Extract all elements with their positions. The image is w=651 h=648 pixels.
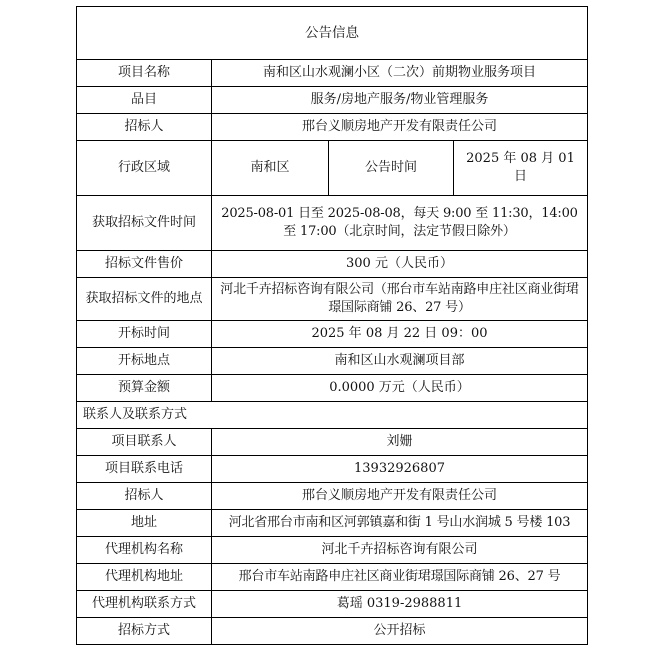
open-time-value: 2025 年 08 月 22 日 09：00: [212, 321, 588, 348]
agency-address-label: 代理机构地址: [77, 564, 212, 591]
table-row: [77, 321, 588, 348]
table-row: [77, 87, 588, 114]
title-row: [77, 7, 588, 60]
publish-time-label: 公告时间: [329, 141, 454, 196]
announcement-document: [76, 6, 587, 645]
table-row: [77, 618, 588, 645]
publish-time-value: 2025 年 08 月 01 日: [454, 141, 588, 196]
address-label: 地址: [77, 510, 212, 537]
table-row: [77, 483, 588, 510]
table-row: [77, 141, 588, 196]
project-phone-label: 项目联系电话: [77, 456, 212, 483]
table-row: [77, 429, 588, 456]
method-label: 招标方式: [77, 618, 212, 645]
contact-section-heading: 联系人及联系方式: [77, 402, 588, 429]
tenderer-value: 邢台义顺房地产开发有限责任公司: [212, 114, 588, 141]
open-place-label: 开标地点: [77, 348, 212, 375]
project-name-value: 南和区山水观澜小区（二次）前期物业服务项目: [212, 60, 588, 87]
budget-value: 0.0000 万元（人民币）: [212, 375, 588, 402]
table-row: [77, 564, 588, 591]
category-value: 服务/房地产服务/物业管理服务: [212, 87, 588, 114]
agency-name-label: 代理机构名称: [77, 537, 212, 564]
table-row: [77, 537, 588, 564]
doc-time-label: 获取招标文件时间: [77, 196, 212, 251]
doc-price-value: 300 元（人民币）: [212, 251, 588, 278]
doc-place-value: 河北千卉招标咨询有限公司（邢台市车站南路申庄社区商业街珺璟国际商铺 26、27 号）: [212, 278, 588, 321]
table-row: [77, 114, 588, 141]
project-contact-value: 刘姗: [212, 429, 588, 456]
contact-section-row: [77, 402, 588, 429]
table-row: [77, 278, 588, 321]
agency-address-value: 邢台市车站南路申庄社区商业街珺璟国际商铺 26、27 号: [212, 564, 588, 591]
table-row: [77, 510, 588, 537]
table-row: [77, 348, 588, 375]
table-row: [77, 60, 588, 87]
address-value: 河北省邢台市南和区河郭镇嘉和街 1 号山水润城 5 号楼 103: [212, 510, 588, 537]
table-row: [77, 251, 588, 278]
doc-place-label: 获取招标文件的地点: [77, 278, 212, 321]
announcement-table: [76, 6, 588, 645]
project-phone-value: 13932926807: [212, 456, 588, 483]
project-name-label: 项目名称: [77, 60, 212, 87]
table-row: [77, 375, 588, 402]
region-value: 南和区: [212, 141, 329, 196]
contact-tenderer-label: 招标人: [77, 483, 212, 510]
budget-label: 预算金额: [77, 375, 212, 402]
agency-name-value: 河北千卉招标咨询有限公司: [212, 537, 588, 564]
agency-contact-value: 葛瑶 0319-2988811: [212, 591, 588, 618]
tenderer-label: 招标人: [77, 114, 212, 141]
table-row: [77, 196, 588, 251]
method-value: 公开招标: [212, 618, 588, 645]
table-row: [77, 591, 588, 618]
region-label: 行政区域: [77, 141, 212, 196]
announcement-title: 公告信息: [77, 7, 588, 60]
open-time-label: 开标时间: [77, 321, 212, 348]
project-contact-label: 项目联系人: [77, 429, 212, 456]
category-label: 品目: [77, 87, 212, 114]
table-row: [77, 456, 588, 483]
contact-tenderer-value: 邢台义顺房地产开发有限责任公司: [212, 483, 588, 510]
doc-time-value: 2025-08-01 日至 2025-08-08，每天 9:00 至 11:30，14:00 至 17:00（北京时间，法定节假日除外）: [212, 196, 588, 251]
agency-contact-label: 代理机构联系方式: [77, 591, 212, 618]
doc-price-label: 招标文件售价: [77, 251, 212, 278]
open-place-value: 南和区山水观澜项目部: [212, 348, 588, 375]
